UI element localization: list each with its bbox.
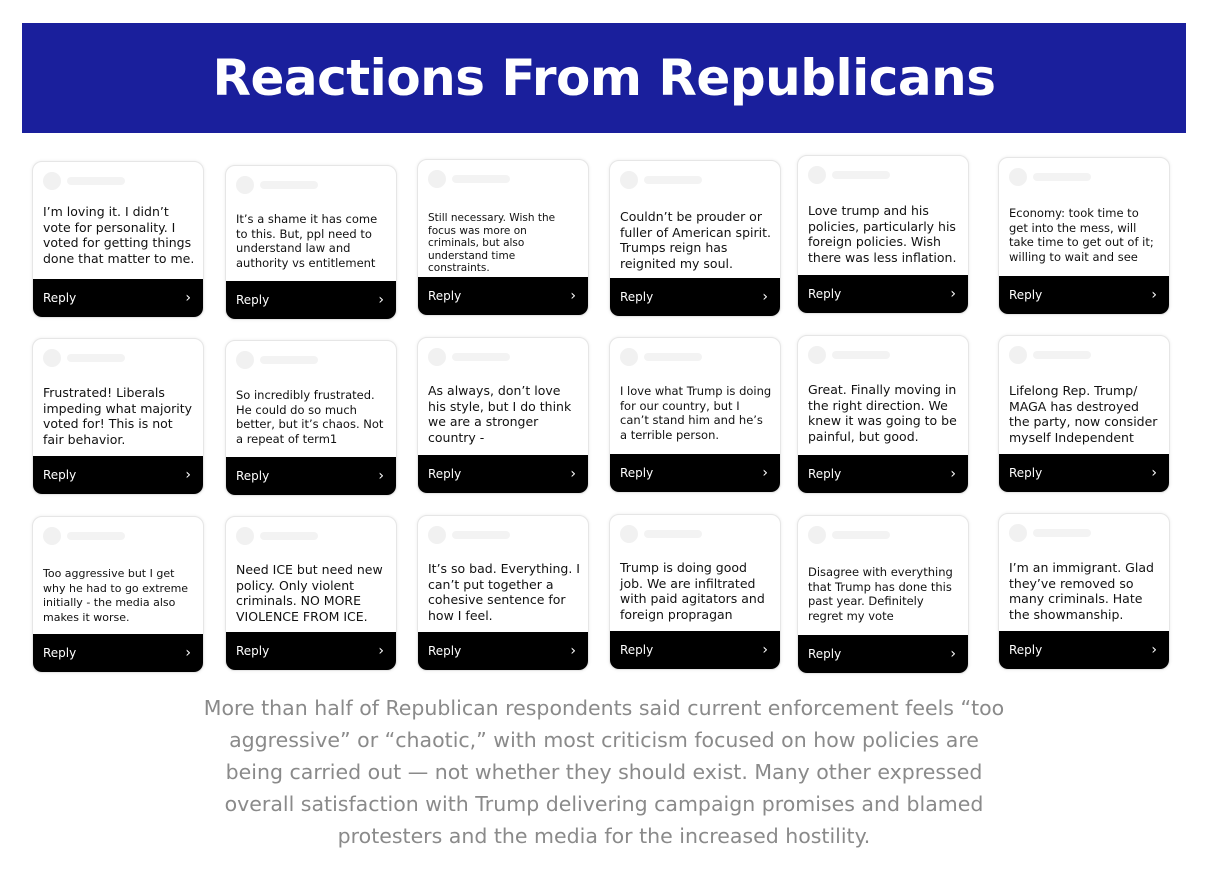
avatar — [43, 349, 61, 367]
comment-text: Still necessary. Wish the focus was more on criminals, but also understand time constraints. — [428, 212, 556, 274]
comment-card — [32, 516, 204, 673]
chevron-right-icon: › — [570, 643, 576, 659]
reply-button[interactable] — [610, 631, 780, 669]
avatar — [808, 166, 826, 184]
reply-button[interactable] — [610, 278, 780, 316]
reply-label: Reply — [620, 643, 654, 657]
blurred-user-header — [620, 525, 710, 543]
reply-label: Reply — [428, 644, 462, 658]
reply-label: Reply — [620, 290, 654, 304]
comment-card — [225, 516, 397, 671]
blurred-user-header — [1009, 524, 1099, 542]
chevron-right-icon: › — [378, 468, 384, 484]
reply-button[interactable] — [418, 632, 588, 670]
chevron-right-icon: › — [762, 465, 768, 481]
reply-label: Reply — [428, 467, 462, 481]
comment-text: Disagree with everything that Trump has done this past year. Definitely regret my vote — [808, 565, 953, 623]
reply-button[interactable] — [798, 635, 968, 673]
chevron-right-icon: › — [1151, 642, 1157, 658]
comment-card — [797, 335, 969, 494]
blurred-user-header — [236, 527, 326, 545]
comment-text: Love trump and his policies, particularly his foreign policies. Wish there was less inflation. — [808, 203, 957, 265]
chevron-right-icon: › — [1151, 465, 1157, 481]
username-placeholder — [67, 177, 125, 185]
blurred-user-header — [428, 170, 518, 188]
avatar — [236, 176, 254, 194]
reply-button[interactable] — [226, 457, 396, 495]
chevron-right-icon: › — [762, 289, 768, 305]
chevron-right-icon: › — [378, 292, 384, 308]
comment-text: Trump is doing good job. We are infiltrated with paid agitators and foreign propragan — [620, 560, 765, 622]
reply-button[interactable] — [418, 455, 588, 493]
username-placeholder — [67, 354, 125, 362]
avatar — [428, 348, 446, 366]
comment-text: Economy: took time to get into the mess, will take time to get out of it; willing to wait and see — [1009, 206, 1154, 264]
comment-text: Too aggressive but I get why he had to go extreme initially - the media also makes it worse. — [43, 567, 189, 624]
username-placeholder — [644, 530, 702, 538]
username-placeholder — [832, 531, 890, 539]
reply-button[interactable] — [418, 277, 588, 315]
username-placeholder — [832, 351, 890, 359]
avatar — [43, 172, 61, 190]
comment-card — [797, 515, 969, 674]
reply-label: Reply — [236, 293, 270, 307]
reply-button[interactable] — [33, 456, 203, 494]
reply-label: Reply — [808, 647, 842, 661]
avatar — [428, 170, 446, 188]
blurred-user-header — [808, 346, 898, 364]
comment-text: So incredibly frustrated. He could do so much better, but it’s chaos. Not a repeat of term1 — [236, 388, 384, 446]
comment-card — [609, 337, 781, 493]
reply-label: Reply — [43, 646, 77, 660]
reply-label: Reply — [236, 644, 270, 658]
username-placeholder — [260, 181, 318, 189]
page-title: Reactions From Republicans — [212, 49, 996, 107]
reply-button[interactable] — [226, 632, 396, 670]
blurred-user-header — [1009, 168, 1099, 186]
reply-button[interactable] — [999, 276, 1169, 314]
reply-button[interactable] — [610, 454, 780, 492]
reply-label: Reply — [43, 291, 77, 305]
comment-card — [417, 337, 589, 494]
chevron-right-icon: › — [762, 642, 768, 658]
reply-label: Reply — [808, 467, 842, 481]
username-placeholder — [1033, 351, 1091, 359]
comment-card — [32, 338, 204, 495]
reply-button[interactable] — [226, 281, 396, 319]
comment-text: It’s a shame it has come to this. But, ppl need to understand law and authority vs entitlement — [236, 212, 378, 270]
chevron-right-icon: › — [950, 646, 956, 662]
comment-text: Need ICE but need new policy. Only violent criminals. NO MORE VIOLENCE FROM ICE. — [236, 562, 383, 624]
comment-text: I’m an immigrant. Glad they’ve removed so many criminals. Hate the showmanship. — [1009, 560, 1154, 622]
comment-text: Couldn’t be prouder or fuller of American spirit. Trumps reign has reignited my soul. — [620, 209, 771, 271]
chevron-right-icon: › — [1151, 287, 1157, 303]
chevron-right-icon: › — [570, 466, 576, 482]
comment-card — [998, 157, 1170, 315]
avatar — [1009, 524, 1027, 542]
reply-button[interactable] — [999, 631, 1169, 669]
avatar — [1009, 346, 1027, 364]
chevron-right-icon: › — [570, 288, 576, 304]
comment-card — [32, 161, 204, 318]
reply-label: Reply — [808, 287, 842, 301]
blurred-user-header — [808, 166, 898, 184]
avatar — [808, 526, 826, 544]
summary-caption: More than half of Republican respondents said current enforcement feels “too aggressive” or “chaotic,” with most criticism focused on how policies are being carried out — not whether they should exist. Many other expressed overall satisfaction with Trump delivering campaign promises and blamed protesters and the media for the increased hostility. — [203, 696, 1005, 848]
avatar — [43, 527, 61, 545]
reply-label: Reply — [1009, 643, 1043, 657]
chevron-right-icon: › — [950, 466, 956, 482]
avatar — [620, 525, 638, 543]
username-placeholder — [452, 175, 510, 183]
reply-button[interactable] — [798, 455, 968, 493]
reply-button[interactable] — [33, 634, 203, 672]
chevron-right-icon: › — [378, 643, 384, 659]
reply-button[interactable] — [798, 275, 968, 313]
username-placeholder — [644, 353, 702, 361]
comment-card — [998, 335, 1170, 493]
reply-button[interactable] — [999, 454, 1169, 492]
comment-text: It’s so bad. Everything. I can’t put together a cohesive sentence for how I feel. — [428, 561, 580, 623]
username-placeholder — [644, 176, 702, 184]
comment-text: Great. Finally moving in the right direction. We knew it was going to be painful, but good. — [808, 382, 957, 444]
chevron-right-icon: › — [185, 290, 191, 306]
avatar — [236, 351, 254, 369]
blurred-user-header — [43, 349, 133, 367]
chevron-right-icon: › — [950, 286, 956, 302]
reply-label: Reply — [1009, 288, 1043, 302]
username-placeholder — [452, 531, 510, 539]
avatar — [1009, 168, 1027, 186]
username-placeholder — [67, 532, 125, 540]
chevron-right-icon: › — [185, 467, 191, 483]
avatar — [620, 348, 638, 366]
reply-label: Reply — [236, 469, 270, 483]
reply-label: Reply — [620, 466, 654, 480]
username-placeholder — [452, 353, 510, 361]
blurred-user-header — [236, 351, 326, 369]
comment-text: Frustrated! Liberals impeding what majority voted for! This is not fair behavior. — [43, 385, 193, 447]
reply-label: Reply — [1009, 466, 1043, 480]
reply-button[interactable] — [33, 279, 203, 317]
username-placeholder — [260, 532, 318, 540]
reply-label: Reply — [428, 289, 462, 303]
comment-card — [417, 515, 589, 671]
blurred-user-header — [808, 526, 898, 544]
comment-card — [609, 514, 781, 670]
blurred-user-header — [428, 348, 518, 366]
blurred-user-header — [236, 176, 326, 194]
comment-card — [225, 165, 397, 320]
comment-card — [417, 159, 589, 316]
comment-text: Lifelong Rep. Trump/ MAGA has destroyed the party, now consider myself Independent — [1009, 383, 1158, 445]
blurred-user-header — [428, 526, 518, 544]
blurred-user-header — [1009, 346, 1099, 364]
comment-text: I’m loving it. I didn’t vote for personality. I voted for getting things done that matter to me. — [43, 204, 195, 266]
comment-card — [609, 160, 781, 317]
username-placeholder — [260, 356, 318, 364]
blurred-user-header — [43, 172, 133, 190]
comment-card — [998, 513, 1170, 670]
comment-card — [225, 340, 397, 496]
username-placeholder — [1033, 529, 1091, 537]
blurred-user-header — [620, 348, 710, 366]
username-placeholder — [1033, 173, 1091, 181]
username-placeholder — [832, 171, 890, 179]
chevron-right-icon: › — [185, 645, 191, 661]
comment-card — [797, 155, 969, 314]
avatar — [428, 526, 446, 544]
reply-label: Reply — [43, 468, 77, 482]
comment-text: As always, don’t love his style, but I do think we are a stronger country - — [428, 383, 572, 445]
comment-text: I love what Trump is doing for our country, but I can’t stand him and he’s a terrible person. — [620, 384, 772, 442]
avatar — [236, 527, 254, 545]
blurred-user-header — [620, 171, 710, 189]
avatar — [808, 346, 826, 364]
avatar — [620, 171, 638, 189]
blurred-user-header — [43, 527, 133, 545]
